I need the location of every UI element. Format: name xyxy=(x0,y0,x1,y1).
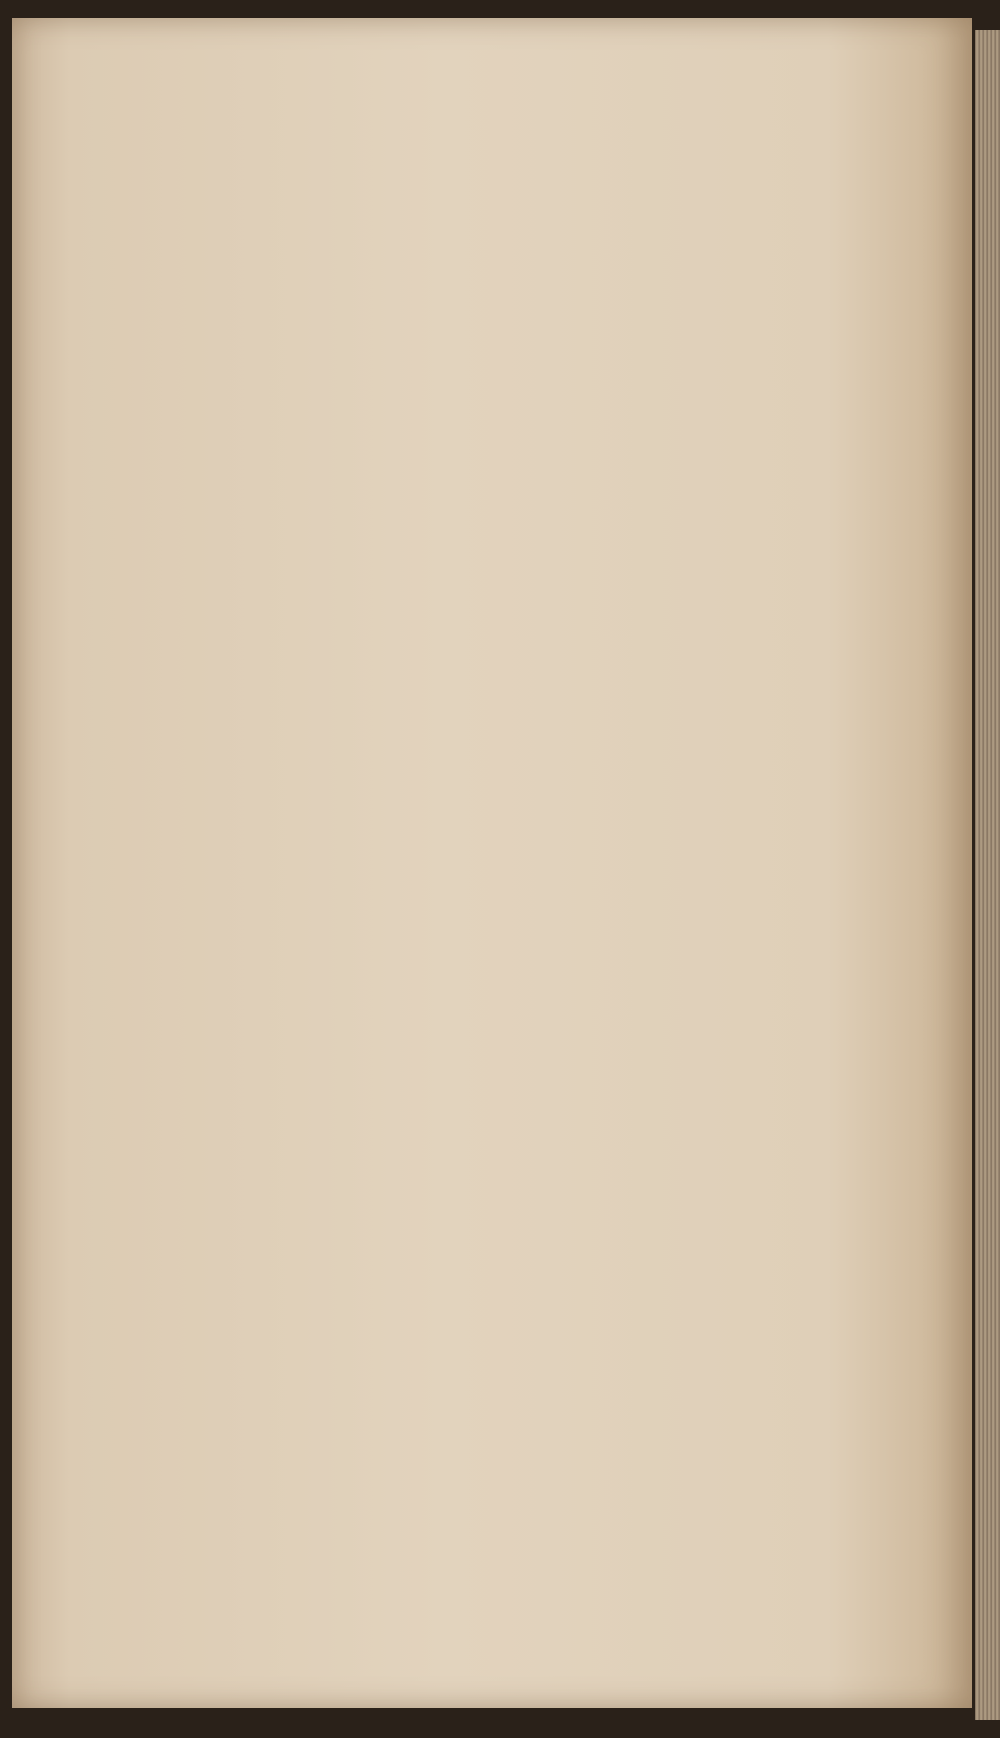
book-page xyxy=(12,18,972,1708)
footer-credit xyxy=(987,1722,994,1734)
drop-capital xyxy=(40,788,118,883)
page-edges xyxy=(975,30,1000,1720)
